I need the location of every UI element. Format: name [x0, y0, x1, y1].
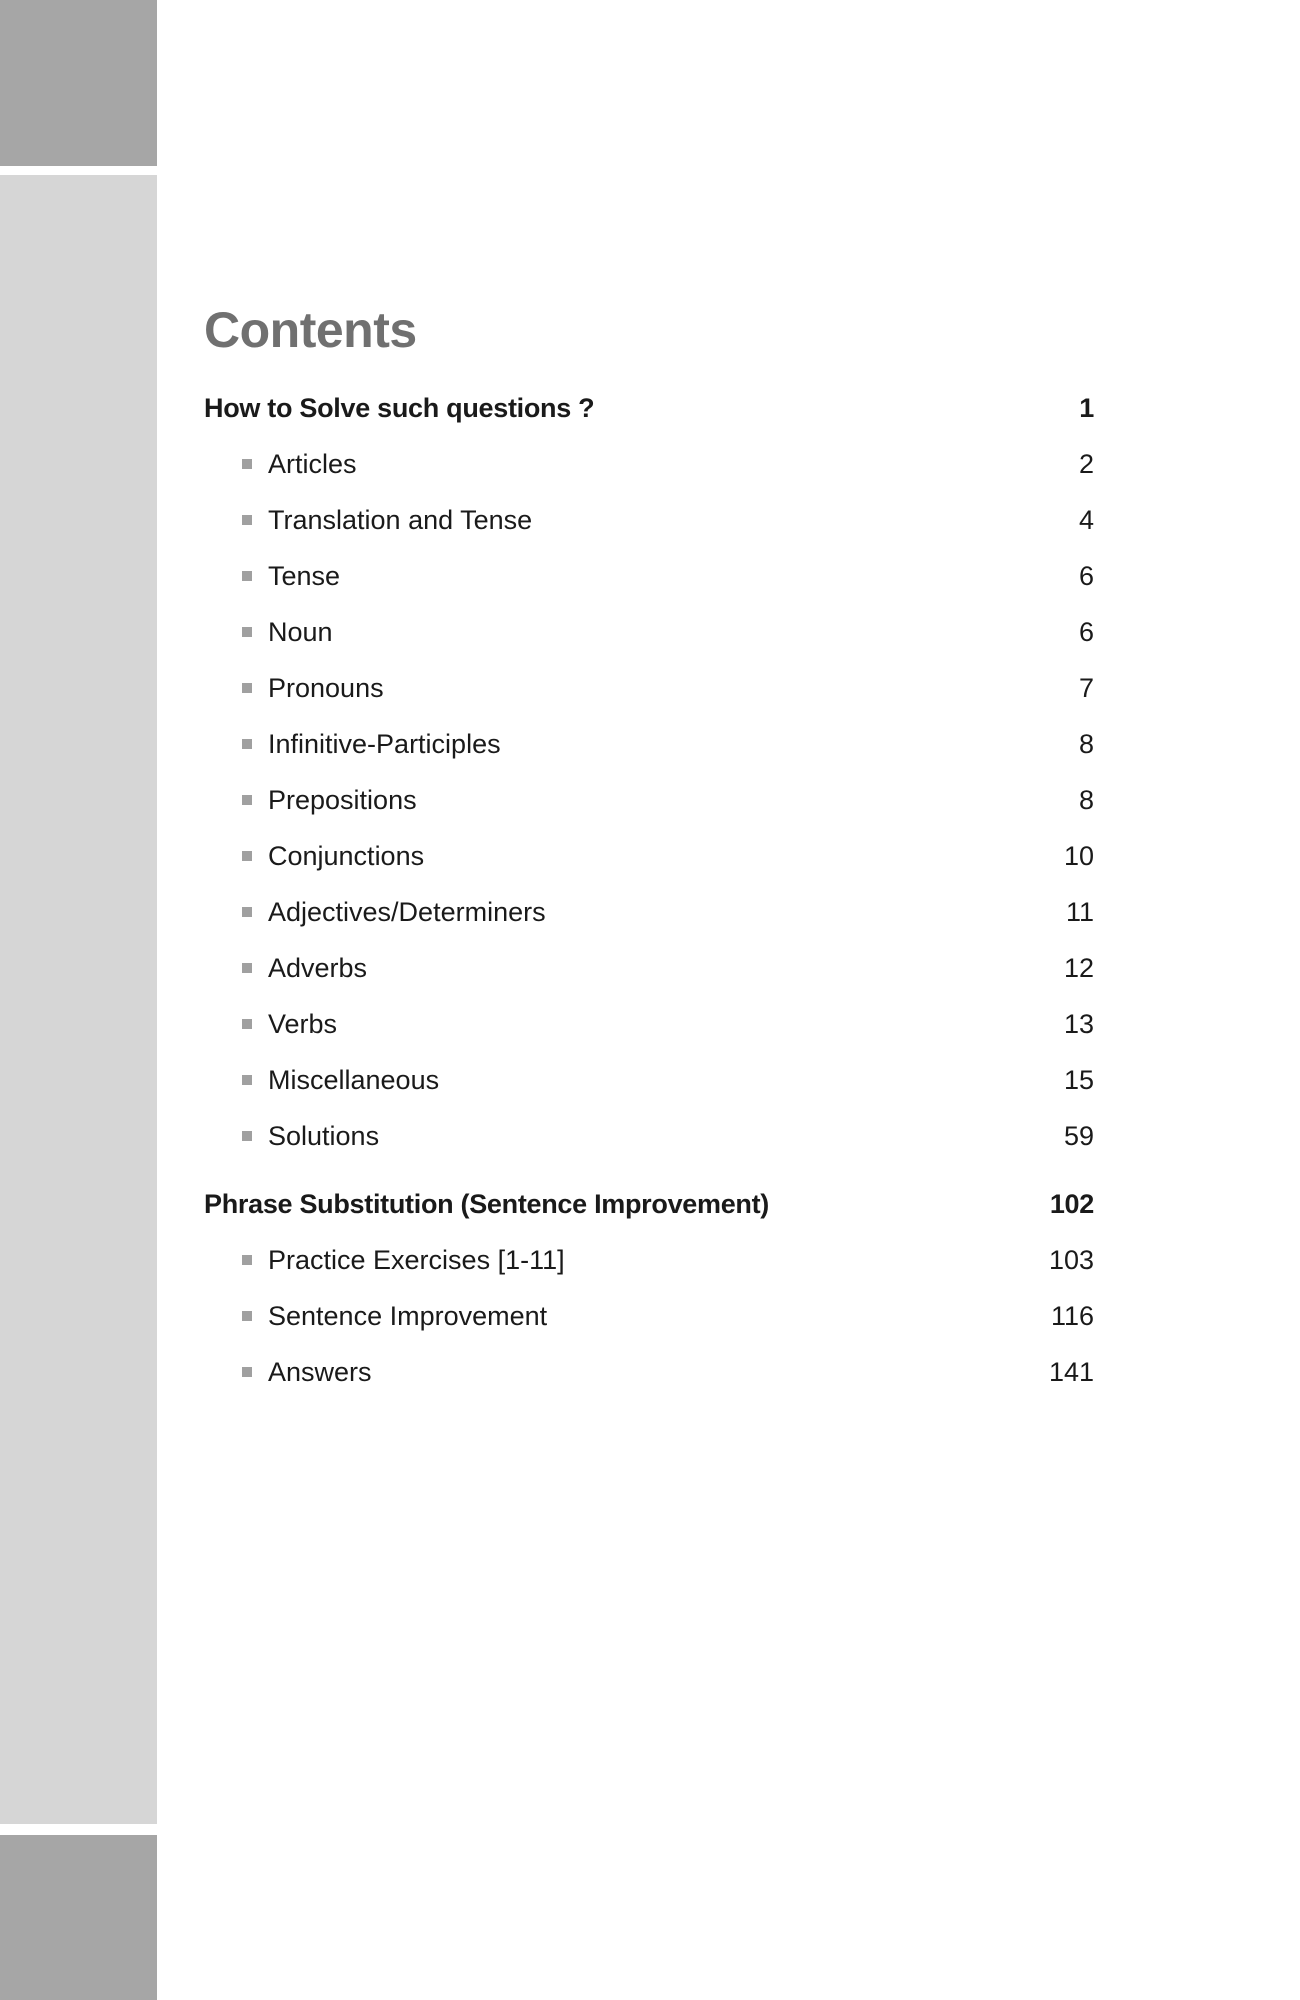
toc-entry-page-number: 10 — [1063, 840, 1094, 871]
toc-entry-page-number: 116 — [1050, 1300, 1094, 1331]
toc-entry-label: Adverbs — [268, 952, 368, 983]
toc-entry-label: Solutions — [268, 1120, 380, 1151]
toc-entry-label: Translation and Tense — [268, 504, 533, 535]
square-bullet-icon — [242, 907, 252, 917]
toc-entry-label: Noun — [268, 616, 333, 647]
toc-entry-label-wrap — [242, 1065, 439, 1096]
toc-entry-label-wrap — [242, 1121, 379, 1152]
square-bullet-icon — [242, 1131, 252, 1141]
section-heading-label: How to Solve such questions ? — [204, 392, 595, 423]
toc-entry-label-wrap — [242, 953, 367, 984]
toc-entry-label: Tense — [268, 560, 341, 591]
toc-entry-page-number: 12 — [1063, 952, 1094, 983]
toc-entry[interactable] — [204, 1052, 1094, 1108]
toc-entry-label-wrap — [242, 1357, 372, 1388]
toc-entry-page-number: 15 — [1063, 1064, 1094, 1095]
side-bar-middle — [0, 175, 157, 1824]
toc-entry-label: Sentence Improvement — [268, 1300, 548, 1331]
toc-entry[interactable] — [204, 1108, 1094, 1164]
table-of-contents — [204, 290, 1094, 1400]
section-heading-label: Phrase Substitution (Sentence Improvement) — [204, 1188, 770, 1219]
toc-entry-label-wrap — [242, 1009, 337, 1040]
square-bullet-icon — [242, 683, 252, 693]
toc-entry-label: Articles — [268, 448, 357, 479]
toc-entry-label: Infinitive-Participles — [268, 728, 501, 759]
side-bar-bottom — [0, 1835, 157, 2000]
toc-entry-label-wrap — [242, 841, 424, 872]
toc-entry-page-number: 13 — [1063, 1008, 1094, 1039]
toc-section-heading[interactable] — [204, 1176, 1094, 1232]
toc-entry[interactable] — [204, 1232, 1094, 1288]
toc-section — [204, 380, 1094, 1164]
toc-entry[interactable] — [204, 996, 1094, 1052]
square-bullet-icon — [242, 963, 252, 973]
square-bullet-icon — [242, 739, 252, 749]
toc-entry-label: Conjunctions — [268, 840, 425, 871]
toc-entry-page-number: 11 — [1065, 896, 1094, 927]
toc-entry[interactable] — [204, 1344, 1094, 1400]
toc-entry-label-wrap — [242, 729, 501, 760]
toc-entry-page-number: 141 — [1048, 1356, 1094, 1387]
side-bar-top — [0, 0, 157, 166]
toc-entry[interactable] — [204, 436, 1094, 492]
toc-entry[interactable] — [204, 548, 1094, 604]
toc-entry-label: Miscellaneous — [268, 1064, 440, 1095]
toc-sections — [204, 380, 1094, 1400]
toc-entry[interactable] — [204, 884, 1094, 940]
square-bullet-icon — [242, 571, 252, 581]
toc-entry[interactable] — [204, 604, 1094, 660]
toc-entry-page-number: 7 — [1078, 672, 1094, 703]
square-bullet-icon — [242, 1019, 252, 1029]
toc-entry-label-wrap — [242, 449, 357, 480]
toc-entry[interactable] — [204, 492, 1094, 548]
toc-entry-page-number: 6 — [1078, 616, 1094, 647]
toc-entry[interactable] — [204, 716, 1094, 772]
toc-entry[interactable] — [204, 940, 1094, 996]
square-bullet-icon — [242, 1367, 252, 1377]
section-page-number: 1 — [1079, 392, 1094, 423]
square-bullet-icon — [242, 1311, 252, 1321]
square-bullet-icon — [242, 515, 252, 525]
toc-entry-label-wrap — [242, 505, 532, 536]
toc-entry[interactable] — [204, 1288, 1094, 1344]
toc-entry-label-wrap — [242, 561, 340, 592]
toc-entry-page-number: 6 — [1078, 560, 1094, 591]
toc-entry-page-number: 2 — [1078, 448, 1094, 479]
toc-entry-label: Prepositions — [268, 784, 417, 815]
toc-entry-label: Practice Exercises [1-11] — [268, 1244, 565, 1275]
toc-entry-page-number: 4 — [1078, 504, 1094, 535]
toc-entry-label: Pronouns — [268, 672, 384, 703]
toc-section — [204, 1176, 1094, 1400]
toc-entry-page-number: 59 — [1063, 1120, 1094, 1151]
toc-entry-label-wrap — [242, 1301, 547, 1332]
toc-entry-label-wrap — [242, 1245, 565, 1276]
toc-entry-label-wrap — [242, 617, 333, 648]
square-bullet-icon — [242, 1075, 252, 1085]
square-bullet-icon — [242, 1255, 252, 1265]
toc-entry-label-wrap — [242, 897, 546, 928]
toc-entry-page-number: 103 — [1048, 1244, 1094, 1275]
toc-entry[interactable] — [204, 660, 1094, 716]
toc-entry-label: Answers — [268, 1356, 372, 1387]
toc-entry[interactable] — [204, 828, 1094, 884]
toc-entry-page-number: 8 — [1078, 728, 1094, 759]
toc-entry-label: Adjectives/Determiners — [268, 896, 546, 927]
square-bullet-icon — [242, 627, 252, 637]
toc-entry-page-number: 8 — [1078, 784, 1094, 815]
section-page-number: 102 — [1049, 1188, 1094, 1219]
toc-entry-label-wrap — [242, 785, 417, 816]
page-title: Contents — [204, 302, 417, 358]
toc-entry-label: Verbs — [268, 1008, 338, 1039]
square-bullet-icon — [242, 795, 252, 805]
toc-section-heading[interactable] — [204, 380, 1094, 436]
square-bullet-icon — [242, 851, 252, 861]
square-bullet-icon — [242, 459, 252, 469]
toc-entry-label-wrap — [242, 673, 384, 704]
toc-entry[interactable] — [204, 772, 1094, 828]
